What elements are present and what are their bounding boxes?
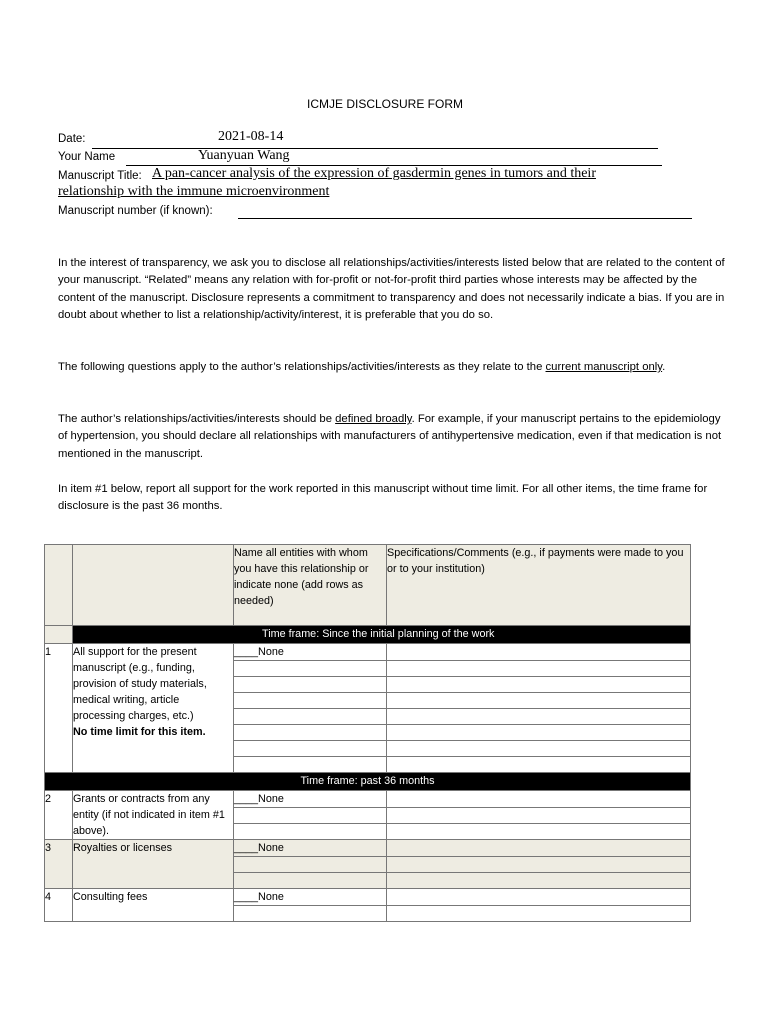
entity-field[interactable] (234, 677, 387, 693)
entity-field[interactable] (234, 906, 387, 922)
specification-field[interactable] (387, 677, 691, 693)
specification-field[interactable] (387, 693, 691, 709)
table-row (45, 840, 691, 857)
timeframe-row-2 (45, 773, 691, 791)
specification-field[interactable] (387, 709, 691, 725)
specification-field[interactable] (387, 889, 691, 906)
date-label: Date: (58, 133, 86, 145)
entity-field[interactable] (234, 693, 387, 709)
specification-field[interactable] (387, 857, 691, 873)
item-number: 4 (45, 889, 73, 922)
specification-field[interactable] (387, 644, 691, 661)
timeframe-2: Time frame: past 36 months (300, 775, 435, 787)
item-description: Royalties or licenses (73, 840, 234, 889)
specification-field[interactable] (387, 791, 691, 808)
specification-field[interactable] (387, 808, 691, 824)
manuscript-number-field[interactable] (238, 218, 692, 219)
entity-field[interactable]: ____None (234, 644, 387, 661)
specification-field[interactable] (387, 840, 691, 857)
intro-paragraph-1: In the interest of transparency, we ask you to disclose all relationships/activities/interests listed below that are related to the content of your manuscript. “Related” means any relation with for-profit or not-for-profit third parties whose interests may be affected by the content of the manuscript. Disclosure represents a commitment to transparency and does not necessarily indicate a bias. If you are in doubt about whether to list a relationship/activity/interest, it is preferable that you do so. (58, 257, 725, 322)
table-row (45, 791, 691, 808)
manuscript-title-label: Manuscript Title: (58, 170, 142, 182)
manuscript-title-line1[interactable]: A pan-cancer analysis of the expression of gasdermin genes in tumors and their (152, 166, 596, 181)
disclosure-table (44, 544, 691, 922)
form-title: ICMJE DISCLOSURE FORM (306, 97, 463, 111)
intro-paragraph-2: The following questions apply to the author’s relationships/activities/interests as they relate to the current manuscript only. (58, 361, 666, 373)
entity-field[interactable] (234, 808, 387, 824)
specification-field[interactable] (387, 725, 691, 741)
date-underline (92, 148, 658, 149)
item-description: Grants or contracts from any entity (if not indicated in item #1 above). (73, 791, 234, 840)
entity-field[interactable] (234, 824, 387, 840)
item-number: 1 (45, 644, 73, 773)
entity-field[interactable] (234, 857, 387, 873)
specification-field[interactable] (387, 661, 691, 677)
manuscript-number-label: Manuscript number (if known): (58, 205, 213, 217)
specification-field[interactable] (387, 873, 691, 889)
specification-field[interactable] (387, 757, 691, 773)
intro-paragraph-3: The author’s relationships/activities/interests should be defined broadly. For example, if your manuscript pertains to the epidemiology of hypertension, you should declare all relationships with manufacturers of antihypertensive medication, even if that medication is not mentioned in the manuscript. (58, 413, 722, 460)
date-value[interactable]: 2021-08-14 (218, 129, 284, 144)
header-entities: Name all entities with whom you have this relationship or indicate none (add rows as needed) (234, 545, 387, 626)
entity-field[interactable]: ____None (234, 889, 387, 906)
entity-field[interactable]: ____None (234, 791, 387, 808)
intro-paragraph-4: In item #1 below, report all support for the work reported in this manuscript without time limit. For all other items, the time frame for disclosure is the past 36 months. (58, 483, 708, 513)
timeframe-1: Time frame: Since the initial planning of the work (262, 628, 495, 640)
item-number: 2 (45, 791, 73, 840)
name-label: Your Name (58, 151, 116, 163)
entity-field[interactable]: ____None (234, 840, 387, 857)
table-row (45, 889, 691, 906)
entity-field[interactable] (234, 709, 387, 725)
entity-field[interactable] (234, 741, 387, 757)
header-specifications: Specifications/Comments (e.g., if payments were made to you or to your institution) (387, 545, 691, 626)
entity-field[interactable] (234, 757, 387, 773)
specification-field[interactable] (387, 906, 691, 922)
item-description: Consulting fees (73, 889, 234, 922)
manuscript-title-line2[interactable]: relationship with the immune microenvironment (58, 184, 330, 199)
item-description: All support for the present manuscript (e.g., funding, provision of study materials, medical writing, article processing charges, etc.) No time limit for this item. (73, 644, 234, 773)
name-value[interactable]: Yuanyuan Wang (198, 148, 290, 163)
entity-field[interactable] (234, 725, 387, 741)
entity-field[interactable] (234, 661, 387, 677)
timeframe-row-1 (45, 626, 691, 644)
item-number: 3 (45, 840, 73, 889)
table-header-row (45, 545, 691, 626)
entity-field[interactable] (234, 873, 387, 889)
specification-field[interactable] (387, 741, 691, 757)
specification-field[interactable] (387, 824, 691, 840)
table-row (45, 644, 691, 661)
